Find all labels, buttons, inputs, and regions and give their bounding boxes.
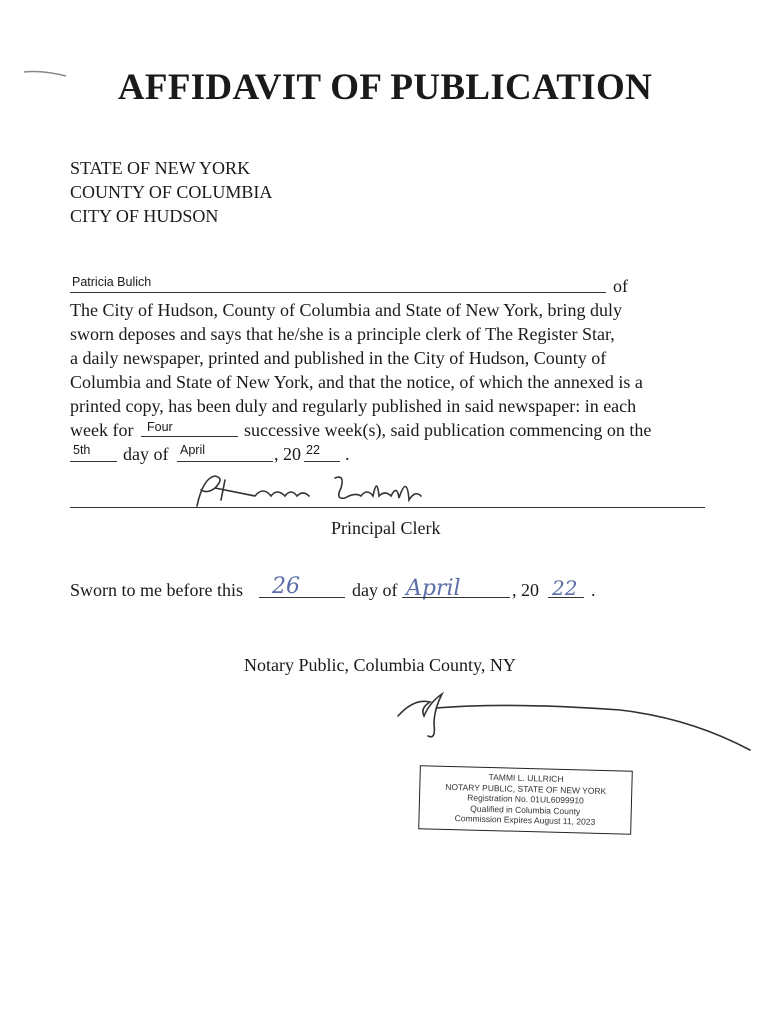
year-line: [304, 461, 340, 462]
year-prefix: , 20: [274, 444, 301, 464]
notary-stamp: [418, 765, 633, 835]
sworn-day-of: day of: [352, 580, 398, 600]
signature-title: Principal Clerk: [331, 518, 441, 538]
successive-text: successive week(s), said publication commencing on the: [244, 420, 652, 440]
of-label: of: [613, 276, 628, 296]
clerk-signature: [185, 466, 445, 516]
sworn-day: 26: [272, 574, 300, 599]
body-line-1: The City of Hudson, County of Columbia and State of New York, bring duly: [70, 300, 622, 320]
year-value: 22: [306, 443, 320, 457]
stamp-line-5: Commission Expires August 11, 2023: [454, 813, 596, 827]
day-of-label: day of: [123, 444, 169, 464]
sworn-month: April: [406, 576, 461, 601]
day-value: 5th: [73, 443, 91, 457]
period: .: [345, 444, 350, 464]
sworn-year: 22: [552, 576, 578, 600]
notary-signature: [390, 688, 760, 758]
month-line: [177, 461, 273, 462]
sworn-period: .: [591, 580, 596, 600]
stamp-line-1: TAMMI L. ULLRICH: [488, 772, 564, 784]
body-line-5: printed copy, has been duly and regularly published in said newspaper: in each: [70, 396, 637, 416]
body-line-4: Columbia and State of New York, and that the notice, of which the annexed is a: [70, 372, 643, 392]
week-for-label: week for: [70, 420, 134, 440]
signature-line: [70, 507, 705, 508]
stamp-line-3: Registration No. 01UL6099910: [467, 792, 584, 806]
affiant-line: [70, 292, 606, 293]
day-line: [70, 461, 117, 462]
sworn-day-line: [259, 597, 345, 598]
sworn-prefix: Sworn to me before this: [70, 580, 243, 600]
jurisdiction-state: STATE OF NEW YORK: [70, 158, 251, 178]
stamp-line-2: NOTARY PUBLIC, STATE OF NEW YORK: [445, 781, 607, 796]
body-line-3: a daily newspaper, printed and published in the City of Hudson, County of: [70, 348, 607, 368]
month-value: April: [180, 443, 206, 457]
weeks-line: [141, 436, 238, 437]
document-title: AFFIDAVIT OF PUBLICATION: [117, 67, 653, 108]
affiant-name: Patricia Bulich: [72, 275, 152, 289]
sworn-year-line: [548, 597, 584, 598]
notary-caption: Notary Public, Columbia County, NY: [244, 655, 516, 675]
body-line-2: sworn deposes and says that he/she is a principle clerk of The Register Star,: [70, 324, 615, 344]
sworn-month-line: [402, 597, 510, 598]
stamp-line-4: Qualified in Columbia County: [470, 803, 581, 816]
weeks-value: Four: [147, 420, 173, 434]
sworn-year-prefix: , 20: [512, 580, 539, 600]
jurisdiction-city: CITY OF HUDSON: [70, 206, 219, 226]
jurisdiction-county: COUNTY OF COLUMBIA: [70, 182, 273, 202]
